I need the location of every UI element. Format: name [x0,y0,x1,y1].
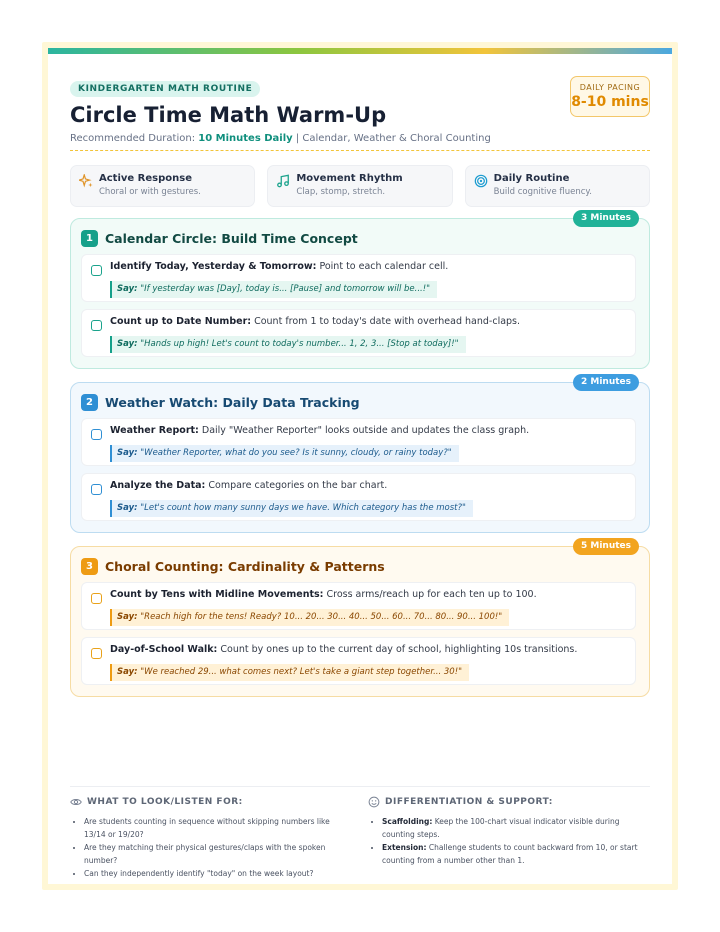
feature-card-daily-routine [465,165,650,207]
item-lead: Count up to Date Number: [110,316,252,327]
look-listen-heading [70,796,350,808]
target-icon [474,174,488,188]
say-label: Say: [117,667,138,677]
say-prompt [110,281,437,298]
routine-item [81,582,636,630]
checkbox[interactable] [91,320,102,331]
item-lead: Analyze the Data: [110,480,206,491]
item-text [110,589,537,600]
item-body: Keep the 100-chart visual indicator visible during counting steps. [382,817,620,839]
section-header [81,394,360,411]
smiley-icon [368,796,380,808]
list-item: • Can they independently identify "today" on the week layout? [84,867,350,880]
item-body: Daily "Weather Reporter" looks outside and updates the class graph. [198,425,530,436]
say-text: "Let's count how many sunny days we have. Which category has the most?" [137,503,466,513]
differentiation-heading [368,796,648,808]
daily-pacing-box [570,76,650,117]
subtitle-prefix: Recommended Duration: [70,133,199,144]
subtitle-duration: 10 Minutes Daily [198,133,293,144]
feature-title: Active Response [99,173,192,184]
routine-item [81,473,636,521]
say-label: Say: [117,339,138,349]
feature-subtitle: Build cognitive fluency. [493,187,592,197]
checkbox[interactable] [91,593,102,604]
item-text [110,425,529,436]
look-listen-panel [70,796,350,880]
say-prompt [110,500,473,517]
list-item [382,815,648,841]
say-label: Say: [117,448,138,458]
checkbox[interactable] [91,265,102,276]
item-lead: Weather Report: [110,425,199,436]
duration-badge: 2 Minutes [573,374,639,391]
item-lead: Extension: [382,843,427,852]
subtitle-suffix: | Calendar, Weather & Choral Counting [292,133,491,144]
sparkle-icon [79,174,93,188]
differentiation-title: DIFFERENTIATION & SUPPORT: [385,797,553,807]
item-body: Count from 1 to today's date with overhead hand-claps. [251,316,521,327]
say-label: Say: [117,284,138,294]
routine-item [81,254,636,302]
section-title: Calendar Circle: Build Time Concept [105,231,358,246]
item-lead: Count by Tens with Midline Movements: [110,589,324,600]
page-frame [42,42,678,890]
routine-item [81,418,636,466]
item-text [110,480,387,491]
feature-subtitle: Choral or with gestures. [99,187,201,197]
say-label: Say: [117,612,138,622]
checkbox[interactable] [91,484,102,495]
routine-item [81,309,636,357]
look-listen-list [70,815,350,880]
pacing-value: 8-10 mins [571,94,649,110]
pacing-label: DAILY PACING [579,83,641,92]
item-text [110,644,577,655]
section-number: 3 [81,558,98,575]
say-text: "Hands up high! Let's count to today's number... 1, 2, 3... [Stop at today]!" [137,339,459,349]
item-body: Cross arms/reach up for each ten up to 100. [323,589,537,600]
look-listen-title: WHAT TO LOOK/LISTEN FOR: [87,797,243,807]
section-number: 1 [81,230,98,247]
item-text [110,316,520,327]
differentiation-panel [368,796,648,867]
feature-title: Movement Rhythm [296,173,403,184]
section-weather-watch [70,377,650,533]
checkbox[interactable] [91,429,102,440]
say-prompt [110,609,509,626]
say-prompt [110,336,466,353]
feature-card-movement-rhythm [267,165,452,207]
item-lead: Identify Today, Yesterday & Tomorrow: [110,261,317,272]
routine-item [81,637,636,685]
item-body: Count by ones up to the current day of school, highlighting 10s transitions. [217,644,578,655]
kicker-badge: KINDERGARTEN MATH ROUTINE [70,81,260,97]
say-text: "Weather Reporter, what do you see? Is it sunny, cloudy, or rainy today?" [137,448,452,458]
list-item [382,841,648,867]
music-note-icon [276,174,290,188]
feature-subtitle: Clap, stomp, stretch. [296,187,386,197]
differentiation-list [368,815,648,867]
say-text: "We reached 29... what comes next? Let's take a giant step together... 30!" [137,667,463,677]
section-choral-counting [70,541,650,697]
section-number: 2 [81,394,98,411]
say-prompt [110,445,459,462]
section-title: Choral Counting: Cardinality & Patterns [105,559,385,574]
feature-title: Daily Routine [493,173,570,184]
list-item: • Are they matching their physical gestures/claps with the spoken number? [84,841,350,867]
footer-divider [70,786,650,787]
duration-badge: 5 Minutes [573,538,639,555]
dashed-divider [70,150,650,151]
say-text: "Reach high for the tens! Ready? 10... 20... 30... 40... 50... 60... 70... 80... 90... 100!" [137,612,503,622]
section-calendar-circle [70,213,650,369]
section-header [81,558,385,575]
eye-icon [70,796,82,808]
feature-card-active-response [70,165,255,207]
worksheet [48,48,672,884]
item-body: Challenge students to count backward from 10, or start counting from a number other than 1. [382,843,638,865]
section-header [81,230,358,247]
item-text [110,261,448,272]
say-label: Say: [117,503,138,513]
checkbox[interactable] [91,648,102,659]
page-title: Circle Time Math Warm-Up [70,103,387,127]
header [48,54,672,160]
say-text: "If yesterday was [Day], today is... [Pause] and tomorrow will be...!" [137,284,431,294]
page-subtitle [70,133,650,144]
item-body: Compare categories on the bar chart. [205,480,388,491]
item-lead: Day-of-School Walk: [110,644,218,655]
item-lead: Scaffolding: [382,817,433,826]
section-title: Weather Watch: Daily Data Tracking [105,395,360,410]
item-body: Point to each calendar cell. [316,261,449,272]
say-prompt [110,664,469,681]
list-item: • Are students counting in sequence without skipping numbers like 13/14 or 19/20? [84,815,350,841]
duration-badge: 3 Minutes [573,210,639,227]
feature-cards [70,165,650,207]
